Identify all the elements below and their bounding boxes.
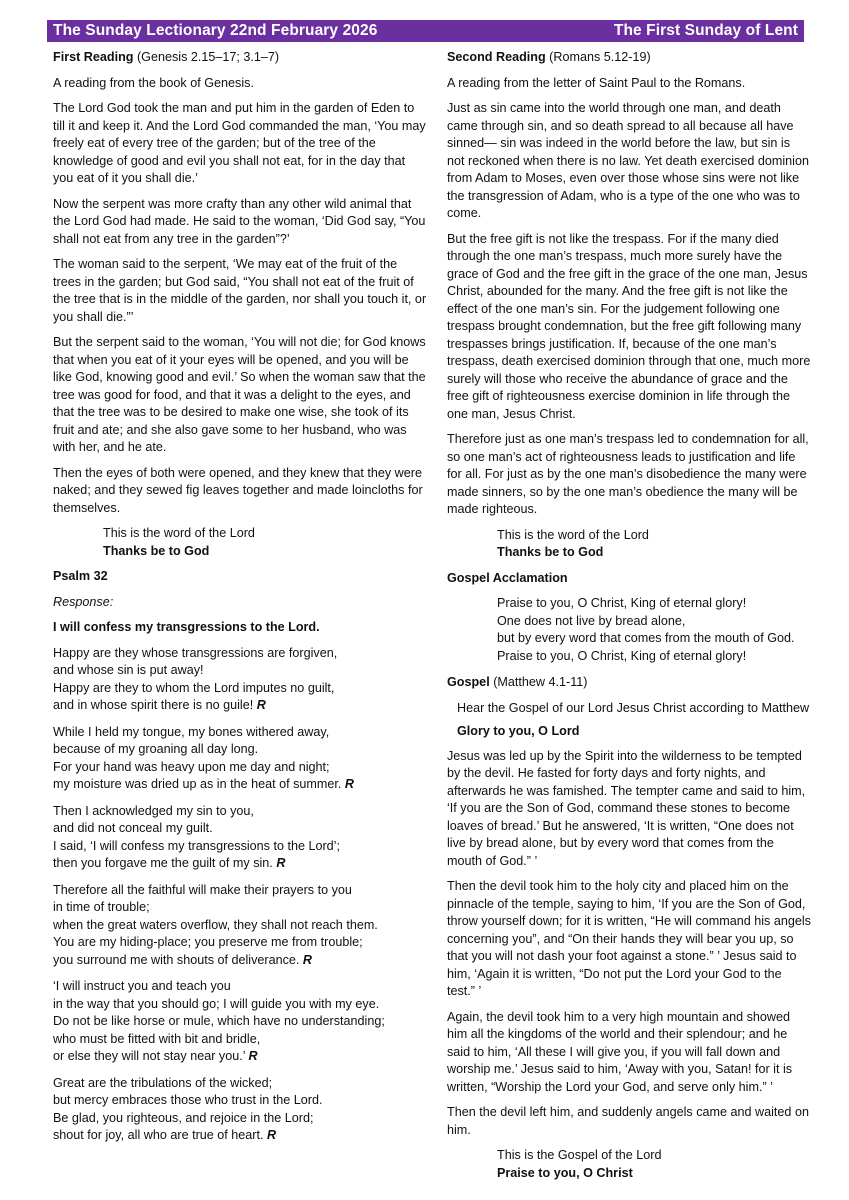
psalm-stanza xyxy=(53,978,427,1066)
first-reading-intro: A reading from the book of Genesis. xyxy=(53,75,254,90)
psalm-title: Psalm 32 xyxy=(53,569,108,583)
first-reading-paragraph: The Lord God took the man and put him in the garden of Eden to till it and keep it. And the Lord God commanded the man, ‘You may freely eat of every tree of the garden; but of the tree of the knowledge of good and evil you shall not eat, for in the day that you eat of it you shall die.’ xyxy=(53,101,426,185)
header-banner xyxy=(47,20,804,42)
psalm-line: While I held my tongue, my bones withered away, xyxy=(53,724,330,739)
psalm-stanza xyxy=(53,882,427,970)
second-reading-paragraph: But the free gift is not like the trespass. For if the many died through the one man’s trespass, much more surely have the grace of God and the free gift in the grace of the one man, Jesus Christ, abounded for the many. And the free gift is not like the effect of the one man’s sin. For the judgement following one trespass brought condemnation, but the free gift following many trespasses brings justification. If, because of the one man’s trespass, death exercised dominion through that one, much more surely will those who receive the abundance of grace and the free gift of righteousness exercise dominion in life through the one man, Jesus Christ. xyxy=(447,231,811,421)
psalm-line: and did not conceal my guilt. xyxy=(53,821,213,835)
psalm-line: Therefore all the faithful will make their prayers to you xyxy=(53,882,352,897)
gospel-paragraph: Then the devil took him to the holy city and placed him on the pinnacle of the temple, saying to him, ‘If you are the Son of God, throw yourself down; for it is written, “He will command his angels concerning you”, and “On their hands they will bear you up, so that you will not dash your foot against a stone.” ’ Jesus said to him, ‘Again it is written, “Do not put the Lord your God to the test.” ’ xyxy=(447,879,811,998)
psalm-stanza xyxy=(53,724,427,794)
gospel-paragraph: Jesus was led up by the Spirit into the wilderness to be tempted by the devil. He fasted for forty days and forty nights, and afterwards he was famished. The tempter came and said to him, ‘If you are the Son of God, command these stones to become loaves of bread.’ But he answered, ‘It is written, “One does not live by bread alone, but by every word that comes from the mouth of God.” ’ xyxy=(447,748,806,868)
second-reading-heading xyxy=(447,49,811,67)
psalm-line: or else they will not stay near you.’ xyxy=(53,1049,246,1063)
first-reading-title: First Reading xyxy=(53,50,134,64)
psalm-response: I will confess my transgressions to the Lord. xyxy=(53,620,320,634)
acclamation-line: Praise to you, O Christ, King of eternal glory! xyxy=(497,648,747,663)
gospel-title: Gospel xyxy=(447,675,490,689)
second-reading-title: Second Reading xyxy=(447,50,546,64)
psalm-line: you surround me with shouts of deliverance. xyxy=(53,952,300,967)
response-marker: R xyxy=(266,1128,277,1142)
acclamation-line: Praise to you, O Christ, King of eternal glory! xyxy=(497,596,747,610)
gospel-ref: (Matthew 4.1-11) xyxy=(493,675,588,689)
psalm-line: Be glad, you righteous, and rejoice in the Lord; xyxy=(53,1110,314,1125)
psalm-stanza xyxy=(53,1075,427,1145)
banner-occasion: The First Sunday of Lent xyxy=(613,22,798,39)
second-reading-paragraph: Therefore just as one man’s trespass led to condemnation for all, so one man’s act of righteousness leads to justification and life for all. For just as by the one man’s disobedience the many were made sinners, so by the one man’s obedience the many will be made righteous. xyxy=(447,432,809,516)
response-marker: R xyxy=(248,1049,258,1063)
gospel-paragraph: Again, the devil took him to a very high mountain and showed him all the kingdoms of the world and their splendour; and he said to him, ‘All these I will give you, if you will fall down and worship me.’ Jesus said to him, ‘Away with you, Satan! for it is written, “Worship the Lord your God, and serve only him.” ’ xyxy=(447,1009,793,1094)
closing-line: This is the word of the Lord xyxy=(103,526,255,540)
psalm-line: and in whose spirit there is no guile! xyxy=(53,698,254,712)
second-reading-ref: (Romans 5.12-19) xyxy=(549,50,651,64)
second-reading-intro: A reading from the letter of Saint Paul to the Romans. xyxy=(447,75,746,90)
psalm-line: Then I acknowledged my sin to you, xyxy=(53,803,254,818)
closing-response: Thanks be to God xyxy=(103,543,210,558)
gospel-heading xyxy=(447,674,811,692)
first-reading-paragraph: Now the serpent was more crafty than any other wild animal that the Lord God had made. He said to the woman, ‘Did God say, “You shall not eat from any tree in the garden”?’ xyxy=(53,196,426,246)
acclamation-line: One does not live by bread alone, xyxy=(497,613,686,628)
psalm-stanza xyxy=(53,645,427,715)
response-marker: R xyxy=(256,698,266,712)
first-reading-paragraph: But the serpent said to the woman, ‘You will not die; for God knows that when you eat of it your eyes will be opened, and you will be like God, knowing good and evil.’ So when the woman saw that the tree was good for food, and that it was a delight to the eyes, and that the tree was to be desired to make one wise, she took of its fruit and ate; and she also gave some to her husband, who was with her, and he ate. xyxy=(53,335,426,454)
psalm-line: who must be fitted with bit and bridle, xyxy=(53,1031,261,1046)
closing-line: This is the Gospel of the Lord xyxy=(497,1148,662,1162)
psalm-line: in time of trouble; xyxy=(53,900,150,914)
acclamation-title: Gospel Acclamation xyxy=(447,570,568,585)
second-reading-paragraph: Just as sin came into the world through one man, and death came through sin, and so death spread to all because all have sinned— sin was indeed in the world before the law, but sin is not reckoned when there is no law. Yet death exercised dominion from Adam to Moses, even over those whose sins were not like the transgression of Adam, who is a type of the one who was to come. xyxy=(447,101,809,220)
psalm-line: shout for joy, all who are true of heart. xyxy=(53,1128,264,1142)
gospel-paragraph: Then the devil left him, and suddenly angels came and waited on him. xyxy=(447,1105,809,1137)
psalm-response-label: Response: xyxy=(53,594,114,609)
psalm-line: For your hand was heavy upon me day and night; xyxy=(53,759,330,774)
gospel-intro: Hear the Gospel of our Lord Jesus Christ according to Matthew xyxy=(457,700,810,715)
psalm-line: You are my hiding-place; you preserve me from trouble; xyxy=(53,935,363,949)
right-column xyxy=(447,49,811,1190)
acclamation-line: but by every word that comes from the mouth of God. xyxy=(497,631,795,645)
psalm-line: Happy are they whose transgressions are forgiven, xyxy=(53,645,338,660)
second-reading-closing xyxy=(497,527,811,562)
banner-title: The Sunday Lectionary 22nd February 2026 xyxy=(53,22,378,39)
first-reading-paragraph: The woman said to the serpent, ‘We may eat of the fruit of the trees in the garden; but God said, “You shall not eat of the fruit of the tree that is in the middle of the garden, nor shall you touch it, or you shall die.”’ xyxy=(53,257,427,324)
first-reading-paragraph: Then the eyes of both were opened, and they knew that they were naked; and they sewed fig leaves together and made loincloths for themselves. xyxy=(53,465,423,515)
first-reading-ref: (Genesis 2.15–17; 3.1–7) xyxy=(136,50,280,64)
closing-response: Thanks be to God xyxy=(497,545,604,559)
closing-line: This is the word of the Lord xyxy=(497,527,649,542)
gospel-glory: Glory to you, O Lord xyxy=(457,724,580,738)
response-marker: R xyxy=(302,952,313,967)
psalm-line: Great are the tribulations of the wicked; xyxy=(53,1075,273,1090)
response-marker: R xyxy=(344,777,354,791)
psalm-line: my moisture was dried up as in the heat of summer. xyxy=(53,777,342,791)
acclamation-verses xyxy=(497,595,811,665)
psalm-line: when the great waters overflow, they shall not reach them. xyxy=(53,917,378,932)
psalm-line: I said, ‘I will confess my transgressions to the Lord’; xyxy=(53,838,340,853)
psalm-line: ‘I will instruct you and teach you xyxy=(53,979,231,993)
psalm-line: because of my groaning all day long. xyxy=(53,742,259,756)
psalm-line: Happy are they to whom the Lord imputes no guilt, xyxy=(53,680,335,695)
psalm-line: then you forgave me the guilt of my sin. xyxy=(53,856,273,870)
psalm-line: but mercy embraces those who trust in the Lord. xyxy=(53,1093,323,1107)
closing-response: Praise to you, O Christ xyxy=(497,1165,633,1180)
gospel-closing xyxy=(497,1147,811,1182)
first-reading-heading xyxy=(53,49,427,67)
psalm-stanza xyxy=(53,803,427,873)
psalm-line: in the way that you should go; I will guide you with my eye. xyxy=(53,996,380,1011)
first-reading-closing xyxy=(103,525,427,560)
response-marker: R xyxy=(276,856,286,870)
psalm-line: and whose sin is put away! xyxy=(53,663,204,677)
left-column xyxy=(53,49,427,1154)
psalm-line: Do not be like horse or mule, which have no understanding; xyxy=(53,1014,385,1028)
